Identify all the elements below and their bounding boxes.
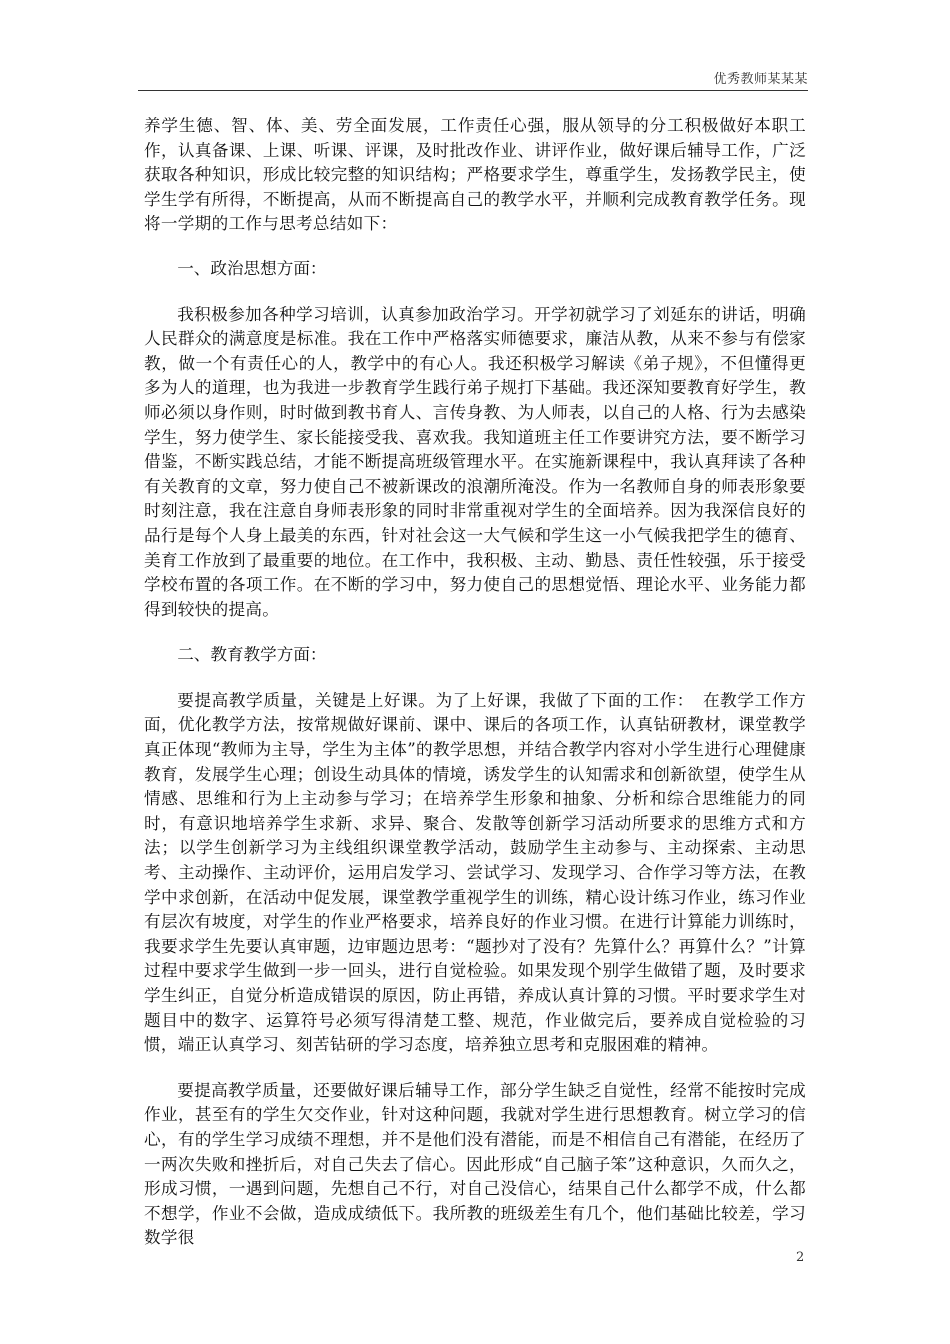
paragraph-politics: 我积极参加各种学习培训，认真参加政治学习。开学初就学习了刘延东的讲话，明确人民群众的满意度是标准。我在工作中严格落实师德要求，廉洁从教，从来不参与有偿家教，做一个有责任心的人，教学中的有心人。我还积极学习解读《弟子规》，不但懂得更多为人的道理，也为我进一步教育学生践行弟子规打下基础。我还深知要教育好学生，教师必须以身作则，时时做到教书育人、言传身教、为人师表，以自己的人格、行为去感染学生，努力使学生、家长能接受我、喜欢我。我知道班主任工作要讲究方法，要不断学习借鉴，不断实践总结，才能不断提高班级管理水平。在实施新课程中，我认真拜读了各种有关教育的文章，努力使自己不被新课改的浪潮所淹没。作为一名教师自身的师表形象要时刻注意，我在注意自身师表形象的同时非常重视对学生的全面培养。因为我深信良好的品行是每个人身上最美的东西，针对社会这一大气候和学生这一小气候我把学生的德育、美育工作放到了最重要的地位。在工作中，我积极、主动、勤恳、责任性较强，乐于接受学校布置的各项工作。在不断的学习中，努力使自己的思想觉悟、理论水平、业务能力都得到较快的提高。	[144, 304, 806, 619]
page-number: 2	[796, 1250, 805, 1265]
header-title: 优秀教师某某某	[713, 72, 808, 87]
document-body	[144, 114, 806, 1251]
page-header	[138, 66, 808, 91]
paragraph-tutoring: 要提高教学质量，还要做好课后辅导工作，部分学生缺乏自觉性，经常不能按时完成作业，甚至有的学生欠交作业，针对这种问题，我就对学生进行思想教育。树立学习的信心，有的学生学习成绩不理想，并不是他们没有潜能，而是不相信自己有潜能，在经历了一两次失败和挫折后，对自己失去了信心。因此形成“自己脑子笨”这种意识，久而久之，形成习惯，一遇到问题，先想自己不行，对自己没信心，结果自己什么都学不成，什么都不想学，作业不会做，造成成绩低下。我所教的班级差生有几个，他们基础比较差，学习数学很	[144, 1080, 806, 1248]
paragraph-intro: 养学生德、智、体、美、劳全面发展，工作责任心强，服从领导的分工积极做好本职工作，认真备课、上课、听课、评课，及时批改作业、讲评作业，做好课后辅导工作，广泛获取各种知识，形成比较完整的知识结构；严格要求学生，尊重学生，发扬教学民主，使学生学有所得，不断提高，从而不断提高自己的教学水平，并顺利完成教育教学任务。现将一学期的工作与思考总结如下：	[144, 116, 806, 234]
section-heading-teaching: 二、教育教学方面：	[177, 645, 327, 665]
section-heading-politics: 一、政治思想方面：	[177, 258, 327, 278]
paragraph-teaching: 要提高教学质量，关键是上好课。为了上好课，我做了下面的工作： 在教学工作方面，优化教学方法，按常规做好课前、课中、课后的各项工作，认真钻研教材，课堂教学真正体现“教师为主导，学生为主体”的教学思想，并结合教学内容对小学生进行心理健康教育，发展学生心理；创设生动具体的情境，诱发学生的认知需求和创新欲望，使学生从情感、思维和行为上主动参与学习；在培养学生形象和抽象、分析和综合思维能力的同时，有意识地培养学生求新、求异、聚合、发散等创新学习活动所要求的思维方式和方法；以学生创新学习为主线组织课堂教学活动，鼓励学生主动参与、主动探索、主动思考、主动操作、主动评价，运用启发学习、尝试学习、发现学习、合作学习等方法，在教学中求创新，在活动中促发展，课堂教学重视学生的训练，精心设计练习作业，练习作业有层次有坡度，对学生的作业严格要求，培养良好的作业习惯。在进行计算能力训练时，我要求学生先要认真审题，边审题边思考：“题抄对了没有？先算什么？再算什么？”计算过程中要求学生做到一步一回头，进行自觉检验。如果发现个别学生做错了题，及时要求学生纠正，自觉分析造成错误的原因，防止再错，养成认真计算的习惯。平时要求学生对题目中的数字、运算符号必须写得清楚工整、规范，作业做完后，要养成自觉检验的习惯，端正认真学习、刻苦钻研的学习态度，培养独立思考和克服困难的精神。	[144, 690, 806, 1055]
